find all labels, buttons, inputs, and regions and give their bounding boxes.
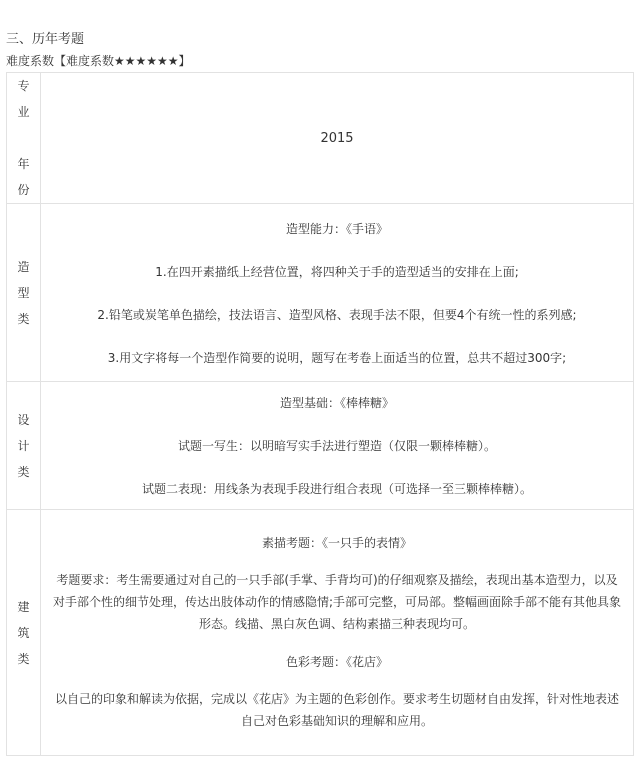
topic-line: 素描考题：《一只手的表情》 [261, 535, 412, 550]
content-paragraph: 考题要求：考生需要通过对自己的一只手部(手掌、手背均可)的仔细观察及描绘，表现出基本造型力，以及对手部个性的细节处理，传达出肢体动作的情感隐情;手部可完整，可局部。整幅画面除手部不能有其他具象形态。线描、黑白灰色调、结构素描三种表现均可。 [52, 572, 622, 631]
category-char: 建 [17, 599, 30, 614]
category-char: 造 [17, 259, 30, 274]
table-row [7, 510, 634, 756]
year-cell [41, 73, 634, 204]
category-char: 类 [17, 464, 30, 479]
category-char: 型 [17, 285, 30, 300]
category-char: 设 [17, 412, 30, 427]
content-cell [41, 510, 634, 756]
difficulty-label: 难度系数【难度系数★★★★★★】 [6, 54, 191, 68]
content-line: 3.用文字将每一个造型作简要的说明，题写在考卷上面适当的位置，总共不超过300字; [107, 350, 567, 365]
category-char: 类 [17, 311, 30, 326]
category-cell [7, 510, 41, 756]
topic-line: 色彩考题：《花店》 [285, 654, 388, 669]
header-char: 年 [17, 157, 30, 171]
category-char: 筑 [17, 625, 30, 640]
header-char: 业 [17, 105, 30, 119]
topic-line: 造型能力：《手语》 [285, 221, 388, 236]
header-char: 份 [17, 183, 30, 197]
category-char: 类 [17, 651, 30, 666]
content-line: 2.铅笔或炭笔单色描绘，技法语言、造型风格、表现手法不限，但要4个有统一性的系列感; [97, 307, 577, 322]
header-label-cell [7, 73, 41, 204]
category-char: 计 [17, 438, 30, 453]
content-line: 1.在四开素描纸上经营位置，将四种关于手的造型适当的安排在上面; [155, 264, 519, 279]
content-line: 试题一写生：以明暗写实手法进行塑造（仅限一颗棒棒糖）。 [177, 439, 496, 453]
category-cell [7, 382, 41, 510]
content-cell [41, 204, 634, 382]
table-row [7, 382, 634, 510]
table-row [7, 204, 634, 382]
header-row [7, 73, 634, 204]
exam-table [6, 72, 634, 756]
section-title: 三、历年考题 [6, 32, 85, 47]
year-value: 2015 [320, 130, 354, 146]
content-cell [41, 382, 634, 510]
topic-line: 造型基础：《棒棒糖》 [279, 396, 394, 410]
header-char: 专 [17, 79, 30, 93]
content-paragraph: 以自己的印象和解读为依据，完成以《花店》为主题的色彩创作。要求考生切题材自由发挥，针对性地表述自己对色彩基础知识的理解和应用。 [54, 691, 619, 728]
category-cell [7, 204, 41, 382]
content-line: 试题二表现：用线条为表现手段进行组合表现（可选择一至三颗棒棒糖）。 [141, 482, 532, 496]
